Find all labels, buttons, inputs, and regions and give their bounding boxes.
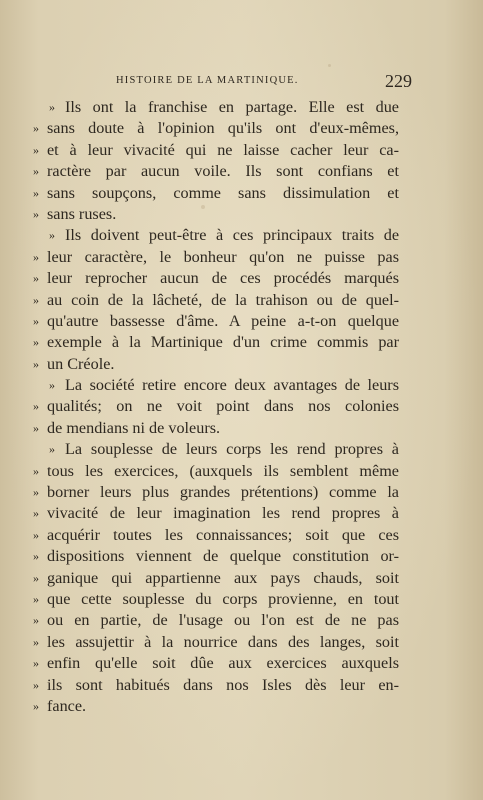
text-line [33,396,399,417]
guillemet-mark: » [33,356,39,371]
line-text: La société retire encore deux avantages de leurs [65,376,399,395]
line-text: sans soupçons, comme sans dissimulation et [47,183,399,202]
guillemet-mark: » [33,335,39,350]
guillemet-mark: » [33,656,39,671]
guillemet-mark: » [33,185,39,200]
text-line [33,653,399,674]
text-line [33,503,399,524]
guillemet-mark: » [33,164,39,179]
guillemet-mark: » [33,485,39,500]
text-line [33,418,399,439]
text-line [33,225,399,246]
line-text: ractère par aucun voile. Ils sont confians et [47,162,399,181]
line-text: dispositions viennent de quelque constitution or- [47,547,399,566]
line-text: tous les exercices, (auxquels ils semblent même [47,461,399,480]
guillemet-mark: » [33,399,39,414]
guillemet-mark: » [33,249,39,264]
line-text: ou en partie, de l'usage ou l'on est de ne pas [47,611,399,630]
guillemet-mark: » [33,549,39,564]
text-line [33,525,399,546]
text-line [33,140,399,161]
text-line [33,354,399,375]
text-line [33,461,399,482]
guillemet-mark: » [49,228,55,243]
guillemet-mark: » [33,634,39,649]
guillemet-mark: » [33,570,39,585]
text-line [33,439,399,460]
guillemet-mark: » [49,100,55,114]
line-text: enfin qu'elle soit dûe aux exercices auxquels [47,654,399,673]
text-line [33,204,399,225]
line-text: que cette souplesse du corps provienne, en tout [47,589,399,608]
page-number: 229 [385,71,412,91]
line-text: leur caractère, le bonheur qu'on ne puisse pas [47,247,399,266]
line-text: un Créole. [47,354,115,373]
line-text: ganique qui appartienne aux pays chauds, soit [47,568,399,587]
text-line [33,482,399,503]
guillemet-mark: » [33,613,39,628]
text-line [33,290,399,311]
guillemet-mark: » [33,527,39,542]
guillemet-mark: » [49,442,55,457]
text-line [33,268,399,289]
paper-foxing-spot [328,64,331,67]
line-text: fance. [47,696,87,715]
line-text: de mendians ni de voleurs. [47,418,221,437]
text-line [33,546,399,567]
guillemet-mark: » [49,378,55,393]
line-text: qualités; on ne voit point dans nos colonies [47,397,399,416]
text-line [33,118,399,139]
text-line [33,675,399,696]
line-text: les assujettir à la nourrice dans des langes, soit [47,632,399,651]
guillemet-mark: » [33,591,39,606]
running-head [104,71,412,93]
guillemet-mark: » [33,463,39,478]
text-line [33,247,399,268]
guillemet-mark: » [33,313,39,328]
text-line [33,161,399,182]
text-line [33,311,399,332]
guillemet-mark: » [33,420,39,435]
running-head-title: HISTOIRE DE LA MARTINIQUE. [116,75,299,86]
line-text: Ils doivent peut-être à ces principaux traits de [65,226,399,245]
line-text: leur reprocher aucun de ces procédés marqués [47,269,399,288]
line-text: Ils ont la franchise en partage. Elle est due [65,98,399,116]
body-text [33,97,399,717]
line-text: acquérir toutes les connaissances; soit que ces [47,525,399,544]
line-text: ils sont habitués dans nos Isles dès leur en- [47,675,399,694]
guillemet-mark: » [33,292,39,307]
line-text: vivacité de leur imagination les rend propres à [47,504,399,523]
line-text: La souplesse de leurs corps les rend propres à [65,440,399,459]
guillemet-mark: » [33,506,39,521]
text-line [33,375,399,396]
guillemet-mark: » [33,271,39,286]
line-text: sans ruses. [47,204,117,223]
line-text: sans doute à l'opinion qu'ils ont d'eux-mêmes, [47,119,399,138]
text-line [33,696,399,717]
text-line [33,97,399,118]
text-line [33,332,399,353]
line-text: borner leurs plus grandes prétentions) comme la [47,483,399,502]
guillemet-mark: » [33,698,39,713]
text-line [33,183,399,204]
text-line [33,568,399,589]
line-text: et à leur vivacité qui ne laisse cacher leur ca- [47,140,399,159]
line-text: exemple à la Martinique d'un crime commis par [47,333,399,352]
text-line [33,632,399,653]
guillemet-mark: » [33,677,39,692]
text-line [33,589,399,610]
guillemet-mark: » [33,142,39,157]
text-line [33,610,399,631]
line-text: qu'autre bassesse d'âme. A peine a-t-on quelque [47,311,399,330]
guillemet-mark: » [33,206,39,221]
line-text: au coin de la lâcheté, de la trahison ou de quel- [47,290,399,309]
guillemet-mark: » [33,121,39,136]
